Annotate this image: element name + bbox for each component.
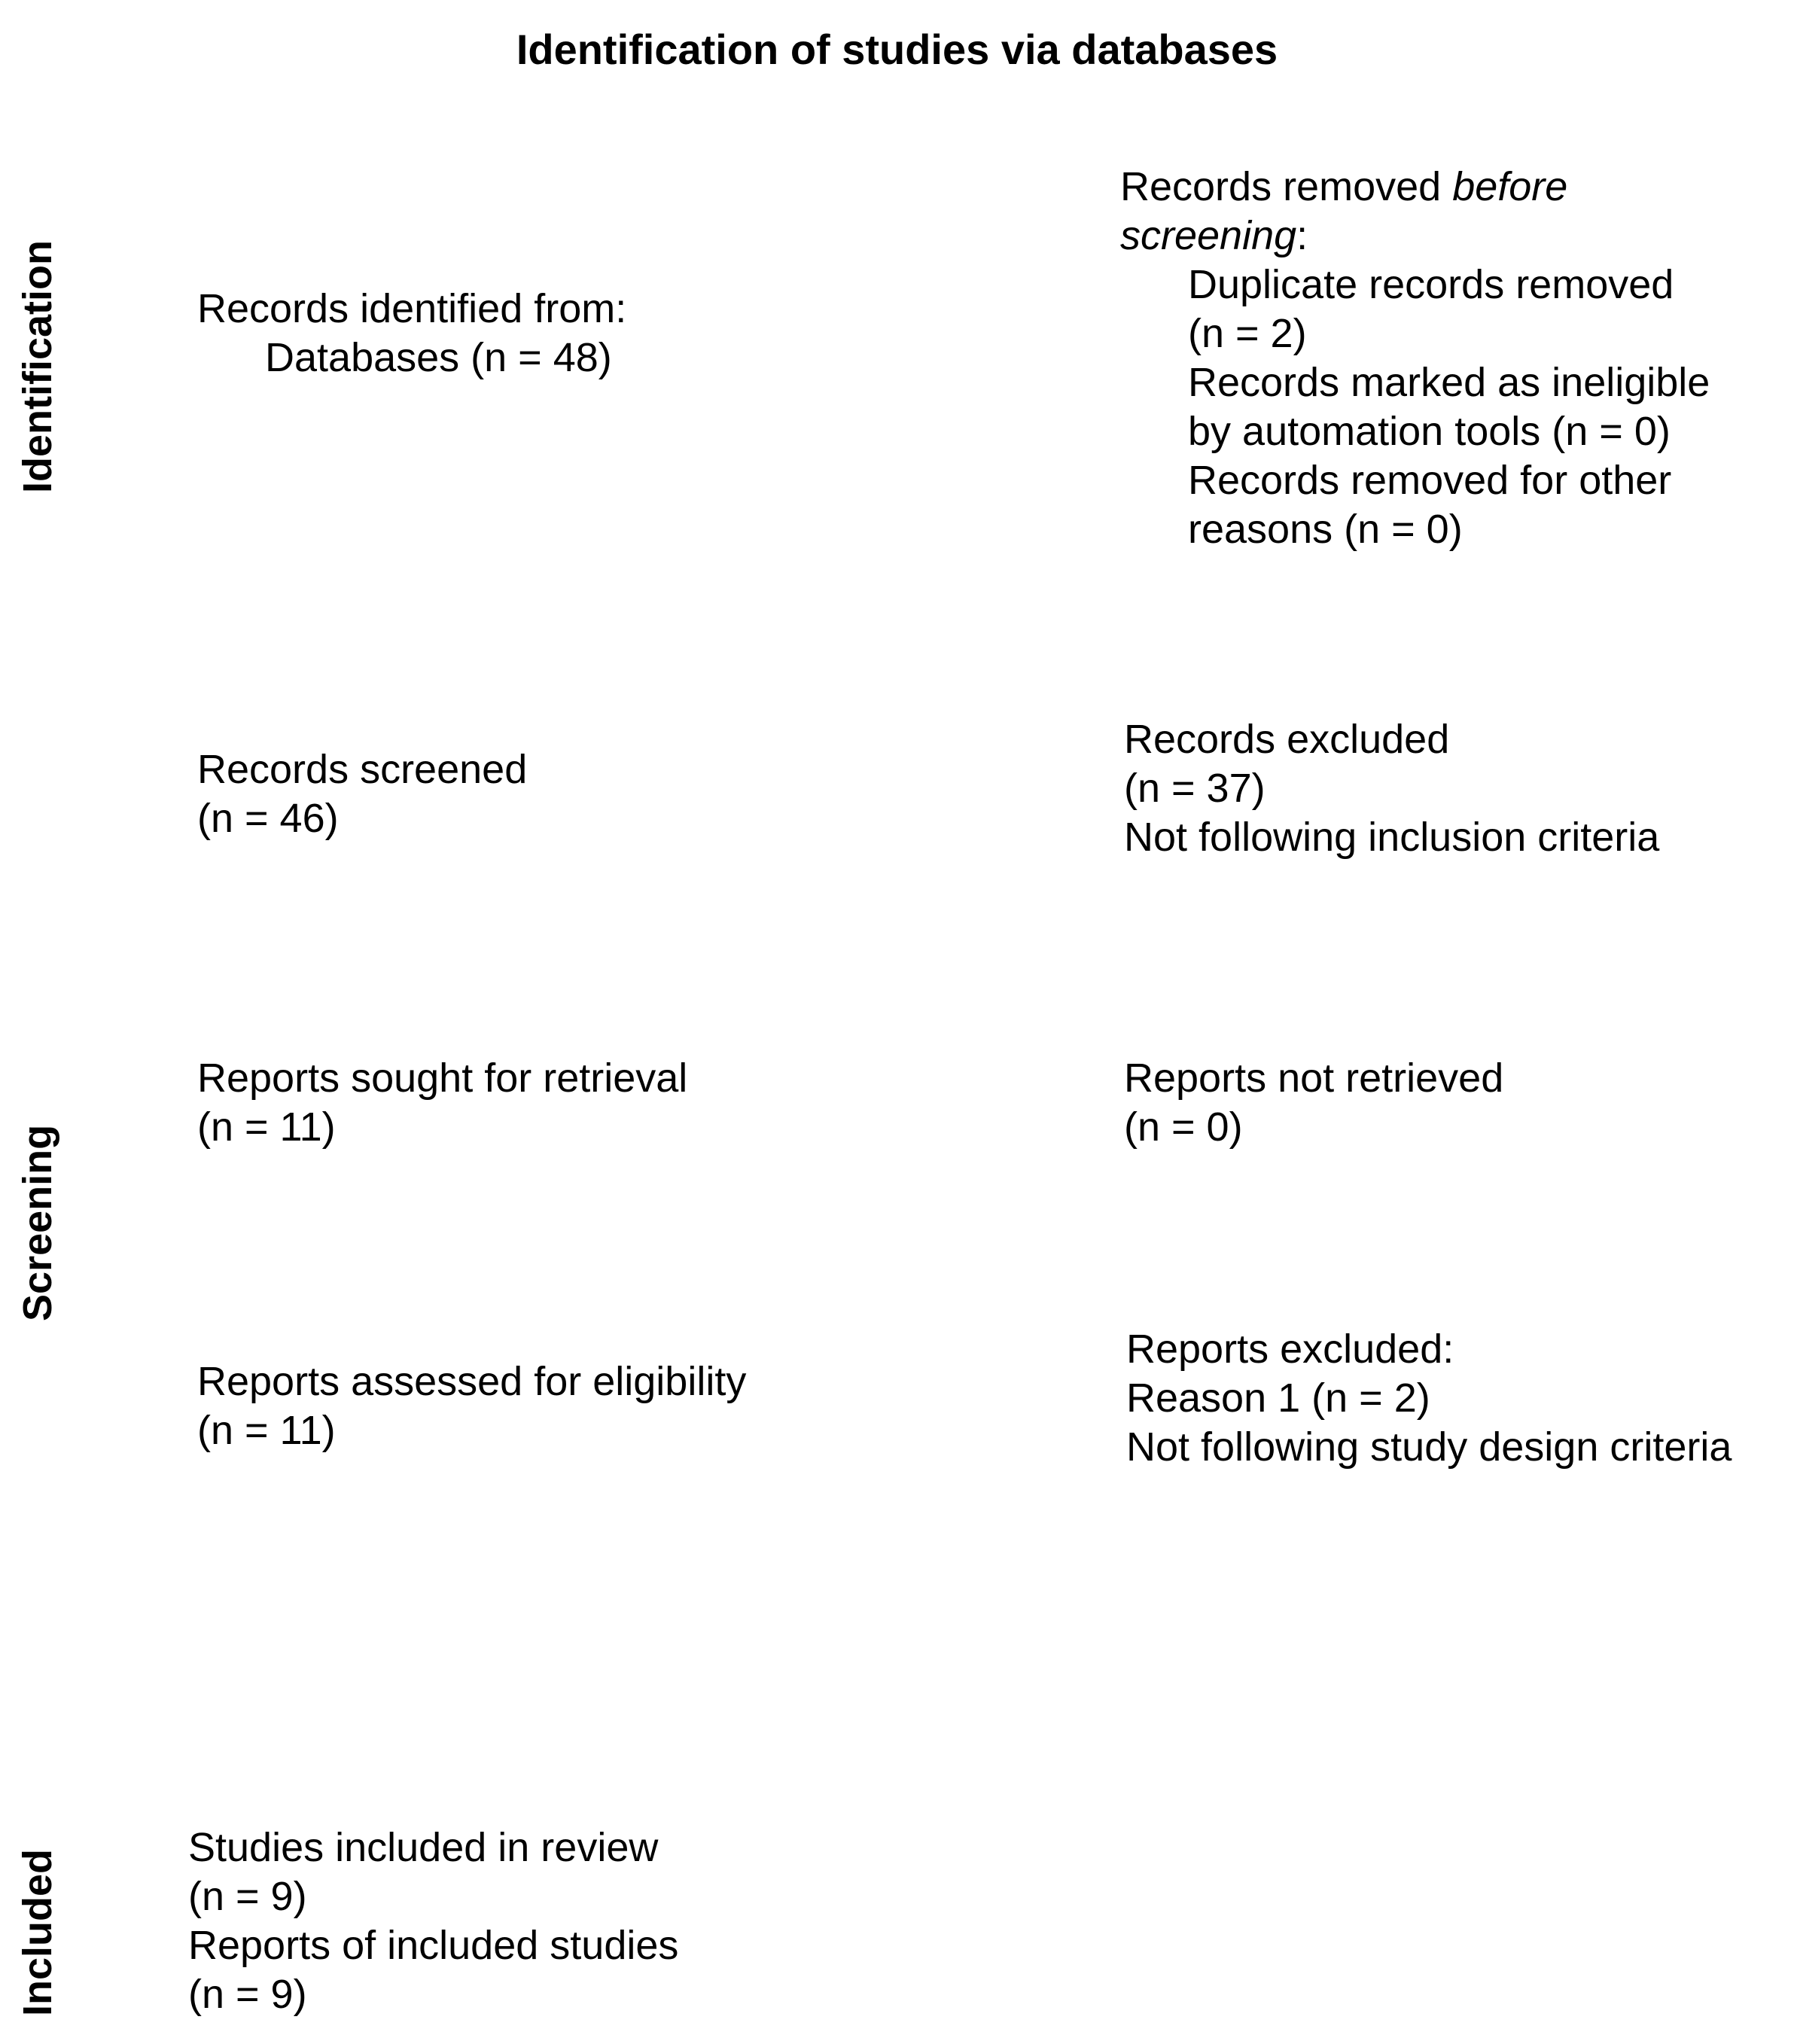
records-removed-prefix: Records removed: [1120, 164, 1453, 209]
reports-excluded-reason-1: Reason 1 (n = 2): [1126, 1375, 1430, 1421]
records-screened-label: Records screened: [197, 747, 528, 792]
removed-item: (n = 2): [1188, 311, 1307, 356]
reports-assessed-count: (n = 11): [197, 1408, 336, 1453]
records-excluded-label: Records excluded: [1124, 717, 1450, 762]
records-removed-suffix: :: [1296, 213, 1308, 258]
diagram-title: Identification of studies via databases: [516, 26, 1278, 73]
reports-not-retrieved-label: Reports not retrieved: [1124, 1056, 1504, 1101]
records-identified-heading: Records identified from:: [197, 286, 627, 331]
reports-assessed-label: Reports assessed for eligibility: [197, 1359, 747, 1404]
records-removed-italic-before: before: [1452, 164, 1568, 209]
records-excluded-reason: Not following inclusion criteria: [1124, 815, 1660, 860]
records-excluded-box: [1124, 715, 1659, 862]
reports-excluded-box: [1126, 1325, 1732, 1472]
reports-not-retrieved-count: (n = 0): [1124, 1104, 1243, 1150]
phase-label-screening: Screening: [15, 1124, 60, 1321]
records-removed-italic-screening: screening: [1120, 213, 1297, 258]
reports-assessed-box: [197, 1357, 746, 1455]
included-box: [188, 1823, 678, 2019]
phase-label-identification: Identification: [15, 240, 60, 493]
records-screened-count: (n = 46): [197, 796, 339, 841]
studies-included-count: (n = 9): [188, 1874, 307, 1919]
records-removed-heading: [1120, 163, 1710, 212]
reports-sought-label: Reports sought for retrieval: [197, 1056, 688, 1101]
removed-item: Records removed for other: [1188, 458, 1672, 503]
reports-sought-box: [197, 1054, 687, 1152]
records-identified-box: [197, 285, 626, 382]
records-removed-box: [1120, 163, 1710, 554]
reports-excluded-reason-2: Not following study design criteria: [1126, 1424, 1732, 1470]
phase-label-included: Included: [15, 1848, 60, 2016]
removed-item: by automation tools (n = 0): [1188, 409, 1671, 454]
records-removed-heading-line2: [1120, 212, 1710, 260]
reports-included-count: (n = 9): [188, 1972, 307, 2017]
removed-item: Duplicate records removed: [1188, 262, 1674, 307]
records-screened-box: [197, 745, 527, 843]
reports-sought-count: (n = 11): [197, 1104, 336, 1150]
reports-not-retrieved-box: [1124, 1054, 1503, 1152]
records-identified-databases: Databases (n = 48): [265, 335, 612, 380]
removed-item: reasons (n = 0): [1188, 507, 1463, 552]
studies-included-label: Studies included in review: [188, 1825, 659, 1870]
removed-item: Records marked as ineligible: [1188, 360, 1710, 405]
reports-included-label: Reports of included studies: [188, 1923, 679, 1968]
records-excluded-count: (n = 37): [1124, 766, 1266, 811]
reports-excluded-label: Reports excluded:: [1126, 1327, 1454, 1372]
